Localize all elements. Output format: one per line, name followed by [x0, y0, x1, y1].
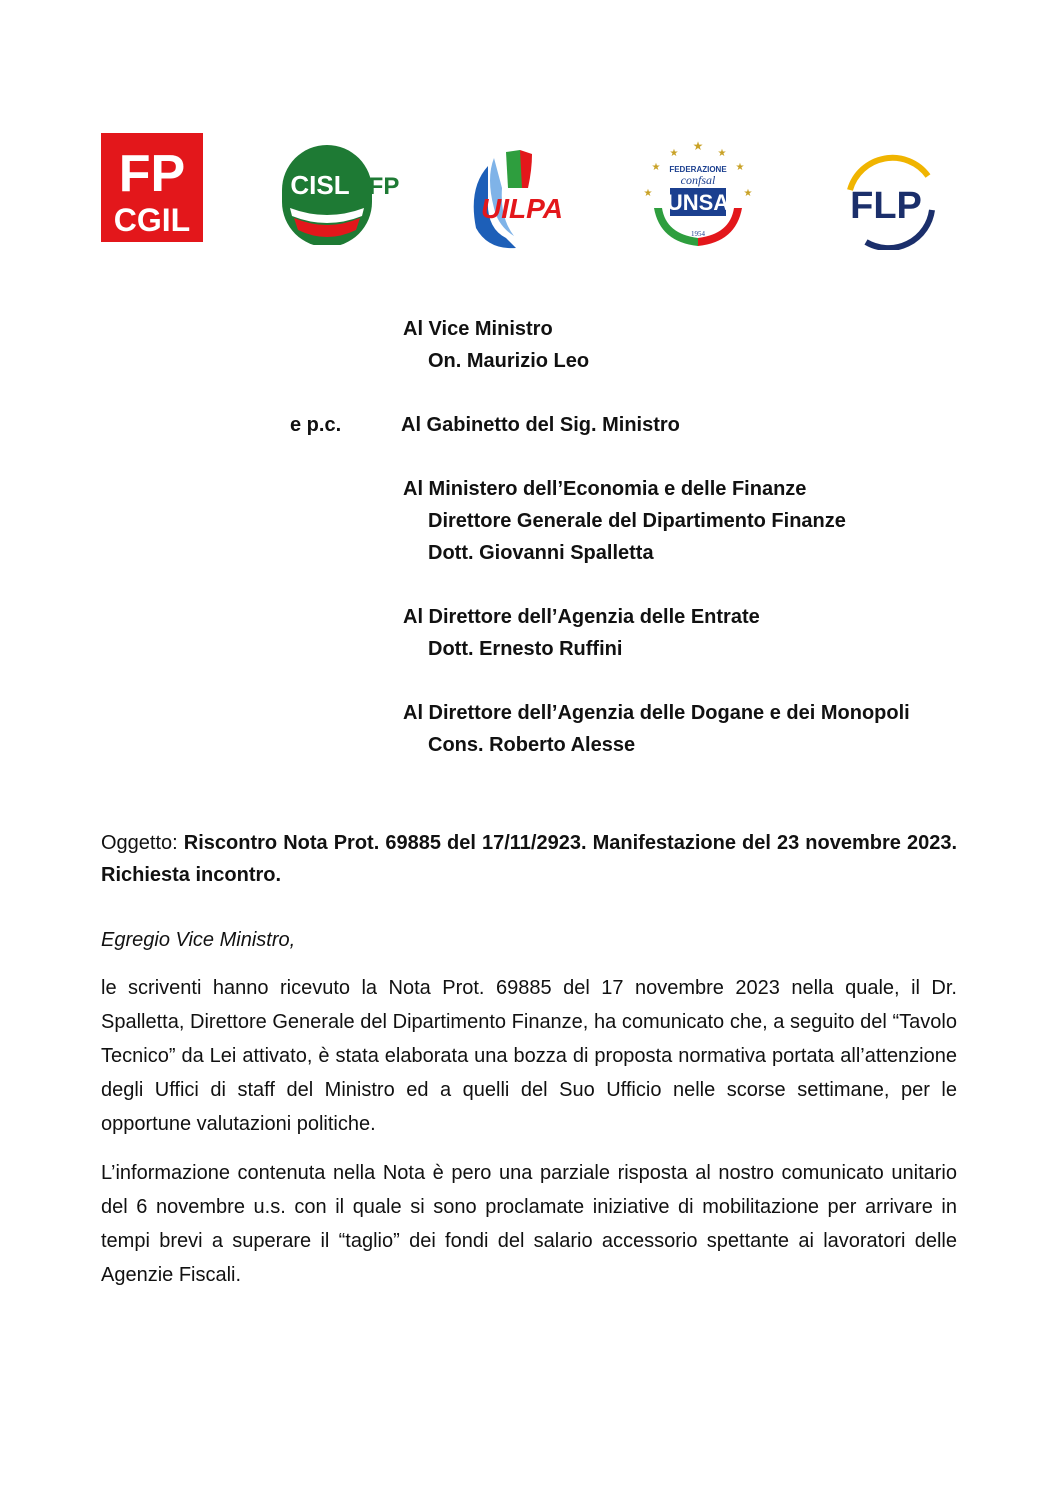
svg-text:★: ★ [669, 148, 679, 159]
unsa-logo-top: FEDERAZIONE [669, 165, 727, 174]
unsa-logo-mid: confsal [680, 173, 716, 187]
uilpa-logo-text: UILPA [481, 193, 563, 224]
recipient-group-2 [403, 601, 760, 665]
body-paragraph-1 [101, 971, 957, 1141]
unsa-logo [640, 138, 756, 250]
cisl-fp-logo [272, 140, 402, 245]
recipient-group-3-line1: Al Direttore dell’Agenzia delle Dogane e dei Monopoli [403, 702, 910, 724]
paragraph: L’informazione contenuta nella Nota è pero una parziale risposta al nostro comunicato unitario del 6 novembre u.s. con il quale si sono proclamate iniziative di mobilitazione per arrivare in tempi brevi a superare il “taglio” dei fondi del salario accessorio spettante ai lavoratori delle Agenzie Fiscali. [101, 1162, 957, 1286]
svg-text:★: ★ [743, 188, 753, 199]
subject-label: Oggetto: [101, 832, 178, 854]
svg-text:★: ★ [692, 139, 704, 153]
recipient-group-3 [403, 697, 910, 761]
cc-label: e p.c. [290, 414, 342, 436]
flp-logo [836, 150, 938, 250]
recipient-group-1-line2: Direttore Generale del Dipartimento Finanze [428, 510, 846, 532]
svg-text:★: ★ [651, 162, 661, 173]
subject [101, 827, 957, 891]
unsa-logo-year: 1954 [691, 230, 705, 238]
paragraph: le scriventi hanno ricevuto la Nota Prot. 69885 del 17 novembre 2023 nella quale, il Dr. Spalletta, Direttore Generale del Dipartimento Finanze, ha comunicato che, a seguito del “Tavolo Tecnico” da Lei attivato, è stata elaborata una bozza di proposta normativa portata all’attenzione degli Uffici di staff del Ministro ed a quelli del Suo Ufficio nelle scorse settimane, per le opportune valutazioni politiche. [101, 977, 957, 1135]
recipient-group-3-line2: Cons. Roberto Alesse [428, 734, 636, 756]
recipient-cc-first: Al Gabinetto del Sig. Ministro [401, 414, 680, 436]
unsa-logo-main: UNSA [666, 190, 730, 215]
recipient-primary-line2: On. Maurizio Leo [428, 350, 590, 372]
uilpa-logo [458, 148, 564, 252]
fp-cgil-logo-bottom: CGIL [113, 202, 191, 238]
recipient-primary [403, 313, 589, 377]
recipient-group-2-line2: Dott. Ernesto Ruffini [428, 638, 623, 660]
salutation-text: Egregio Vice Ministro, [101, 929, 296, 951]
body-paragraph-2 [101, 1156, 957, 1292]
subject-block [101, 827, 957, 891]
recipient-group-1 [403, 473, 846, 569]
svg-text:★: ★ [643, 188, 653, 199]
recipient-group-1-line3: Dott. Giovanni Spalletta [428, 542, 654, 564]
svg-text:★: ★ [735, 162, 745, 173]
flp-logo-text: FLP [850, 185, 922, 227]
subject-text: Riscontro Nota Prot. 69885 del 17/11/2923. Manifestazione del 23 novembre 2023. Richiesta incontro. [101, 832, 958, 886]
recipient-primary-line1: Al Vice Ministro [403, 318, 553, 340]
recipient-group-1-line1: Al Ministero dell’Economia e delle Finanze [403, 478, 807, 500]
fp-cgil-logo [101, 133, 203, 242]
recipient-group-2-line1: Al Direttore dell’Agenzia delle Entrate [403, 606, 760, 628]
salutation [101, 923, 957, 957]
cisl-fp-logo-main: CISL [290, 170, 350, 200]
fp-cgil-logo-top: FP [118, 145, 186, 203]
svg-text:★: ★ [717, 148, 727, 159]
cisl-fp-logo-side: FP [368, 173, 400, 200]
